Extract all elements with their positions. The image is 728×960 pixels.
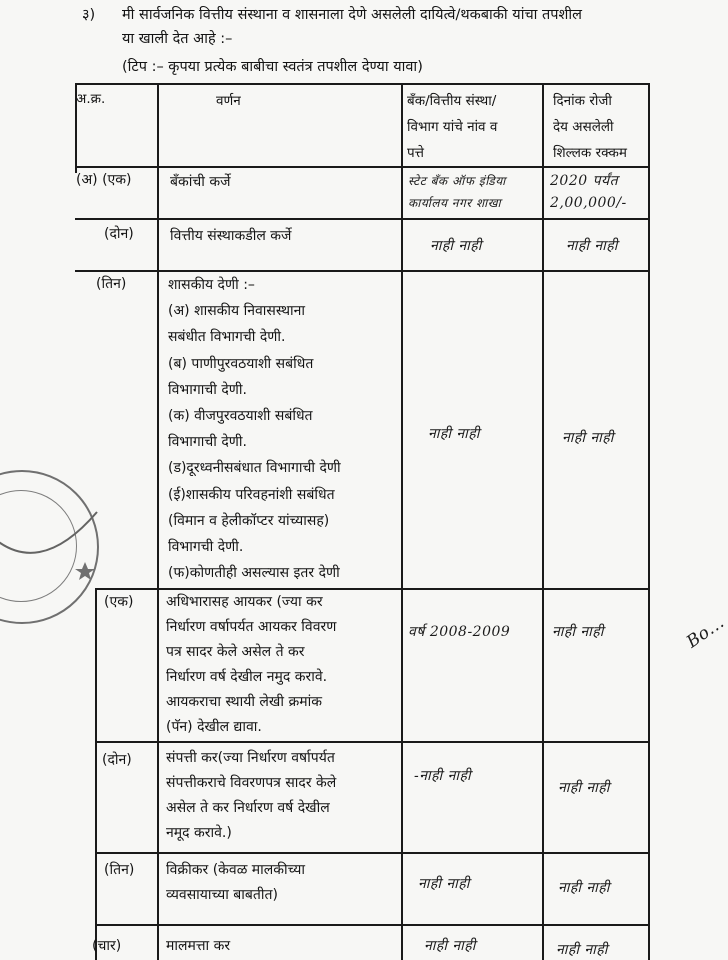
row-4-sr: (एक)	[104, 594, 134, 610]
row-2-desc: वित्तीय संस्थाकडील कर्जे	[170, 228, 292, 244]
row-7-inst-handwritten: नाही नाही	[424, 938, 476, 954]
intro-line-1: मी सार्वजनिक वित्तीय संस्थाना व शासनाला देणे असलेली दायित्वे/थकबाकी यांचा तपशील	[122, 7, 582, 23]
row-3-desc: शासकीय देणी :– (अ) शासकीय निवासस्थाना सबंधीत विभागची देणी. (ब) पाणीपुरवठयाशी सबंधित विभागाची देणी. (क) वीजपुरवठयाशी सबंधित विभागाची देणी. (ड)दूरध्वनीसबंधात विभागाची देणी (ई)शासकीय परिवहनांशी सबंधित (विमान व हेलीकॉप्टर यांच्यासह) विभागची देणी. (फ)कोणतीही असल्यास इतर देणी	[168, 277, 341, 582]
header-description: वर्णन	[216, 93, 241, 109]
official-seal-stamp	[0, 470, 99, 624]
row-6-desc: विक्रीकर (केवळ मालकीच्या व्यवसायाच्या बाबतीत)	[166, 862, 305, 903]
row-5-desc: संपत्ती कर(ज्या निर्धारण वर्षापर्यत संपत्तीकराचे विवरणपत्र सादर केले असेल ते कर निर्धारण वर्ष देखील नमूद करावे.)	[166, 750, 337, 841]
row-5-amount-handwritten: नाही नाही	[558, 780, 610, 796]
row-2-inst-handwritten: नाही नाही	[430, 238, 482, 254]
row-7-sr: (चार)	[92, 938, 122, 954]
intro-line-2: या खाली देत आहे :–	[122, 31, 233, 47]
row-4-desc: अधिभारासह आयकर (ज्या कर निर्धारण वर्षापर्यत आयकर विवरण पत्र सादर केले असेल ते कर निर्धारण वर्ष देखील नमुद करावे. आयकराचा स्थायी लेखी क्रमांक (पॅन) देखील द्यावा.	[166, 594, 337, 735]
row-1-inst-handwritten: स्टेट बँक ऑफ इंडिया कार्यालय नगर शाखा	[408, 174, 506, 210]
row-3-inst-handwritten: नाही नाही	[428, 426, 480, 442]
header-amount: दिनांक रोजी देय असलेली शिल्लक रक्कम	[553, 93, 627, 161]
seal-star-icon	[0, 472, 97, 622]
row-3-amount-handwritten: नाही नाही	[562, 430, 614, 446]
row-4-amount-handwritten: नाही नाही	[552, 624, 604, 640]
row-7-amount-handwritten: नाही नाही	[556, 942, 608, 958]
row-1-sr: (अ) (एक)	[76, 172, 132, 188]
row-5-sr: (दोन)	[102, 752, 132, 768]
margin-signature: Bo...	[683, 612, 728, 653]
row-6-sr: (तिन)	[104, 862, 135, 878]
row-3-sr: (तिन)	[96, 276, 127, 292]
row-1-amount-handwritten: 2020 पर्यंत 2,00,000/-	[550, 173, 627, 211]
intro-line-3: (टिप :– कृपया प्रत्येक बाबीचा स्वतंत्र तपशील देण्या यावा)	[122, 59, 423, 75]
row-2-sr: (दोन)	[104, 226, 134, 242]
section-number: ३)	[82, 7, 96, 23]
row-5-inst-handwritten: -नाही नाही	[414, 768, 472, 784]
row-2-amount-handwritten: नाही नाही	[566, 238, 618, 254]
row-4-inst-handwritten: वर्ष 2008-2009	[408, 624, 511, 640]
row-7-desc: मालमत्ता कर	[166, 938, 231, 954]
row-6-inst-handwritten: नाही नाही	[418, 876, 470, 892]
header-institution: बँक/वित्तीय संस्था/ विभाग यांचे नांव व पत्ते	[407, 93, 498, 161]
row-6-amount-handwritten: नाही नाही	[558, 880, 610, 896]
row-1-desc: बँकांची कर्जे	[170, 174, 231, 190]
header-sr: अ.क्र.	[76, 91, 106, 107]
